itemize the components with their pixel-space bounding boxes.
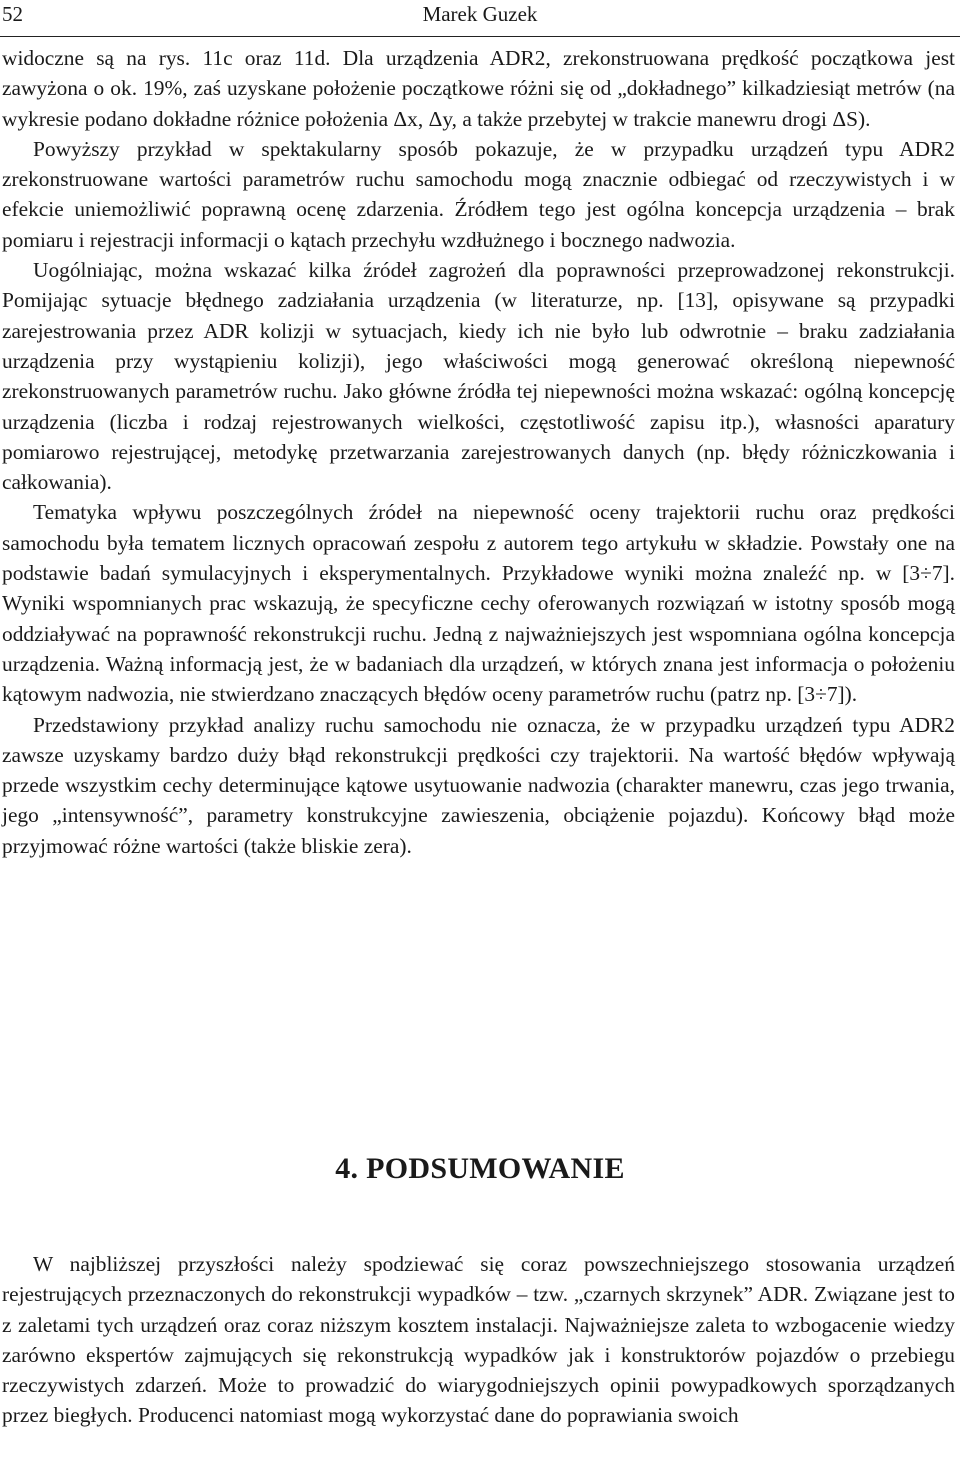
summary-text bbox=[2, 1249, 955, 1431]
running-head: Marek Guzek bbox=[422, 2, 538, 26]
paragraph: Powyższy przykład w spektakularny sposób pokazuje, że w przypadku urządzeń typu ADR2 zrekonstruowane wartości parametrów ruchu samochodu mogą znacznie odbiegać od rzeczywistych i w efekcie uniemożliwić poprawną ocenę zdarzenia. Źródłem tego jest ogólna koncepcja urządzenia – brak pomiaru i rejestracji informacji o kątach przechyłu wzdłużnego i bocznego nadwozia. bbox=[2, 136, 955, 252]
paragraph: Tematyka wpływu poszczególnych źródeł na niepewność oceny trajektorii ruchu oraz prędkości samochodu była tematem licznych opracowań zespołu z autorem tego artykułu w składzie. Powstały one na podstawie badań symulacyjnych i eksperymentalnych. Przykładowe wyniki można znaleźć np. w [3÷7]. Wyniki wspomnianych prac wskazują, że specyficzne cechy oferowanych rozwiązań w istotny sposób mogą oddziaływać na poprawność rekonstrukcji ruchu. Jedną z najważniejszych jest wspomniana ogólna koncepcja urządzenia. Ważną informacją jest, że w badaniach dla urządzeń, w których znana jest informacja o położeniu kątowym nadwozia, nie stwierdzano znaczących błędów oceny parametrów ruchu (patrz np. [3÷7]). bbox=[2, 500, 955, 707]
summary-paragraph: W najbliższej przyszłości należy spodziewać się coraz powszechniejszego stosowania urządzeń rejestrujących przeznaczonych do rekonstrukcji wypadków – tzw. „czarnych skrzynek” ADR. Związane jest to z zaletami tych urządzeń oraz coraz niższym kosztem instalacji. Najważniejsze zaleta to wzbogacenie wiedzy zarówno ekspertów zajmujących się rekonstrukcją wypadków jak i konstruktorów pojazdów o przebiegu rzeczywistych zdarzeń. Może to prowadzić do wiarygodniejszych opinii powypadkowych sporządzanych przez biegłych. Producenci natomiast mogą wykorzystać dane do poprawiania swoich bbox=[2, 1252, 955, 1428]
paragraph: widoczne są na rys. 11c oraz 11d. Dla urządzenia ADR2, zrekonstruowana prędkość początkowa jest zawyżona o ok. 19%, zaś uzyskane położenie początkowe różni się od „dokładnego” kilkadziesiąt metrów (na wykresie podano dokładne różnice położenia Δx, Δy, a także przebytej w trakcie manewru drogi ΔS). bbox=[2, 46, 955, 131]
section-heading: 4. PODSUMOWANIE bbox=[335, 1152, 625, 1185]
page-number: 52 bbox=[2, 2, 23, 26]
body-text bbox=[2, 43, 955, 861]
page-header bbox=[0, 0, 960, 37]
paragraph: Przedstawiony przykład analizy ruchu samochodu nie oznacza, że w przypadku urządzeń typu ADR2 zawsze uzyskamy bardzo duży błąd rekonstrukcji prędkości czy trajektorii. Na wartość błędów wpływają przede wszystkim cechy determinujące kątowe usytuowanie nadwozia (charakter manewru, czas jego trwania, jego „intensywność”, parametry konstrukcyjne zawieszenia, obciążenie pojazdu). Końcowy błąd może przyjmować różne wartości (także bliskie zera). bbox=[2, 712, 955, 858]
paragraph: Uogólniając, można wskazać kilka źródeł zagrożeń dla poprawności przeprowadzonej rekonstrukcji. Pomijając sytuacje błędnego zadziałania urządzenia (w literaturze, np. [13], opisywane są przypadki zarejestrowania przez ADR kolizji w sytuacjach, kiedy ich nie było lub odwrotnie – braku zadziałania urządzenia przy wystąpieniu kolizji), jego właściwości mogą generować określoną niepewność zrekonstruowanych parametrów ruchu. Jako główne źródła tej niepewności można wskazać: ogólną koncepcję urządzenia (liczba i rodzaj rejestrowanych wielkości, częstotliwość zapisu itp.), własności aparatury pomiarowo rejestrującej, metodykę przetwarzania zarejestrowanych danych (np. błędy różniczkowania i całkowania). bbox=[2, 258, 955, 495]
